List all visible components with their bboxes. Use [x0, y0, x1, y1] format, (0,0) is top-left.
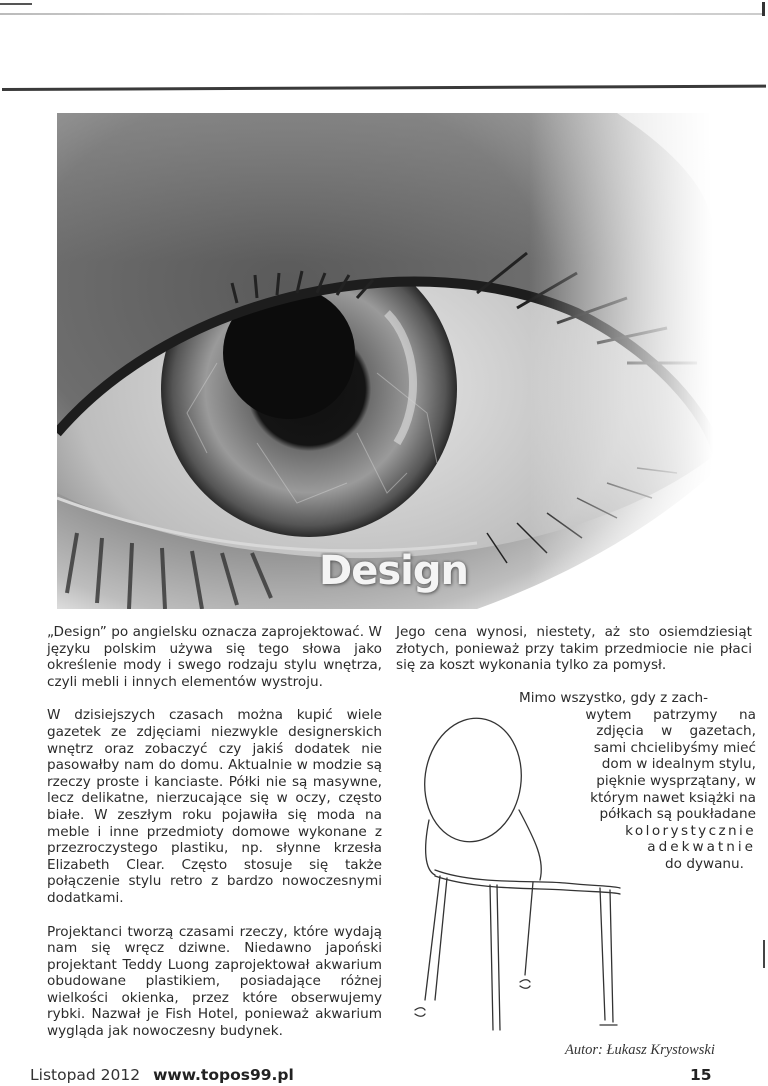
- scan-mark: [762, 2, 765, 16]
- hero-title: Design: [319, 548, 468, 594]
- paragraph: Projektanci tworzą czasami rzeczy, które wydają nam się wręcz dziwne. Niedawno japoński projektant Teddy Luong zaprojektował akwarium obudowane plastikiem, posiadające różnej wielkości okienka, przez które obserwujemy rybki. Nazwał je Fish Hotel, ponieważ akwarium wygląda jak nowoczesny budynek.: [47, 923, 382, 1040]
- text-line: Mimo wszystko, gdy z zach-: [519, 690, 709, 706]
- page-number: 15: [690, 1066, 712, 1084]
- article-left-column: [47, 624, 382, 1057]
- header-divider: [2, 85, 766, 91]
- text-line: adekwatnie: [647, 839, 756, 856]
- text-line: dom w idealnym stylu,: [601, 756, 756, 773]
- website-link[interactable]: www.topos99.pl: [153, 1066, 294, 1084]
- text-line: pięknie wysprzątany, w: [596, 772, 756, 789]
- text-line: zdjęcia w gazetach,: [596, 723, 756, 740]
- text-line: którym nawet książki na: [590, 789, 756, 806]
- article-right-column: [396, 624, 752, 691]
- side-text-block: [511, 690, 756, 873]
- text-line: sami chcielibyśmy mieć: [593, 739, 756, 756]
- footer-issue: [30, 1066, 294, 1084]
- top-rule: [0, 13, 765, 15]
- paragraph: Jego cena wynosi, niestety, aż sto osiemdziesiąt złotych, ponieważ przy takim przedmiocie nie płaci się za koszt wykonania tylko za pomysł.: [396, 624, 752, 674]
- paragraph: W dzisiejszych czasach można kupić wiele gazetek ze zdjęciami niezwykle designerskich wnętrz oraz zobaczyć czy jakiś dodatek nie pasowałby nam do domu. Aktualnie w modzie są rzeczy proste i kanciaste. Półki nie są masywne, lecz delikatne, nierzucające się w oczy, często białe. W zeszłym roku pojawiła się moda na meble i inne przedmioty domowe wykonane z przezroczystego plastiku, np. słynne krzesła Elizabeth Clear. Często stosuje się także połączenie stylu retro z bardzo nowoczesnymi dodatkami.: [47, 707, 382, 906]
- scan-mark: [0, 3, 32, 5]
- paragraph: „Design” po angielsku oznacza zaprojektować. W języku polskim używa się tego słowa jako określenie mody i swego rodzaju stylu wnętrza, czyli mebli i innych elementów wystroju.: [47, 624, 382, 690]
- eye-photo: [57, 113, 713, 609]
- text-line: do dywanu.: [665, 855, 744, 872]
- text-line: wytem patrzymy na: [585, 706, 756, 723]
- text-line: półkach są poukładane: [599, 806, 756, 823]
- scan-mark: [763, 940, 765, 968]
- author-credit: Autor: Łukasz Krystowski: [565, 1042, 715, 1058]
- issue-date: Listopad 2012: [30, 1066, 141, 1084]
- text-line: kolorystycznie: [625, 822, 756, 839]
- hero-image: [57, 113, 713, 609]
